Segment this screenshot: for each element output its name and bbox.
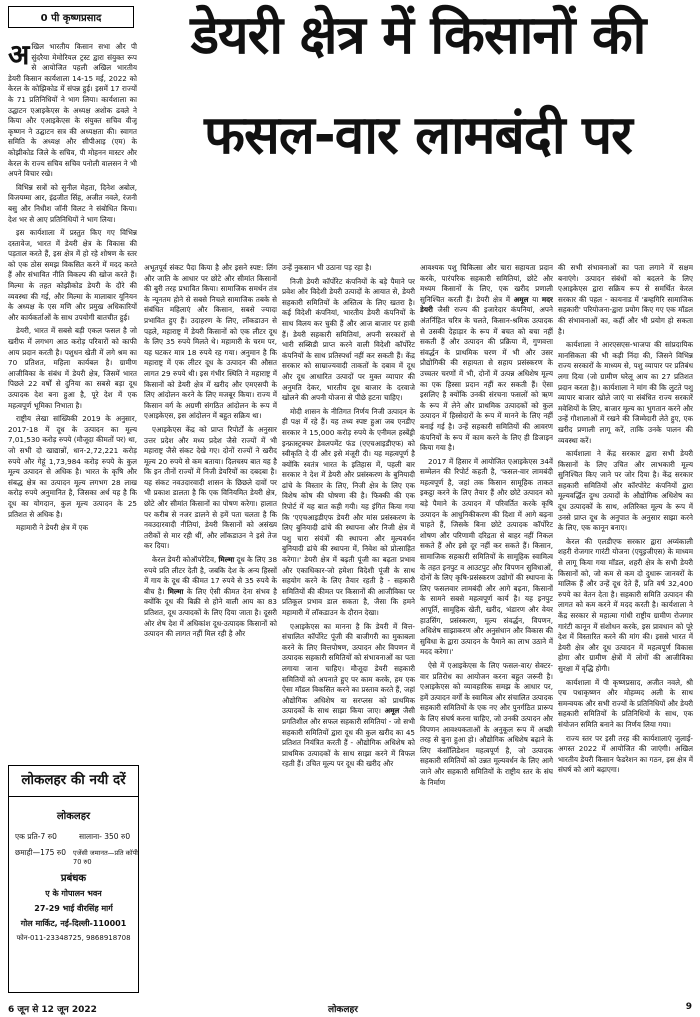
author-byline: 0 पी कृष्णप्रसाद <box>8 6 134 28</box>
paragraph-text: या <box>532 294 539 304</box>
article-column-1 <box>8 42 137 772</box>
paragraph: इस कार्यशाला में प्रस्तुत किए गए विभिन्न दस्तावेज, भारत में डेयरी क्षेत्र के विकास की पड़ताल करते हैं, इस क्षेत्र में हो रहे शोषण के स्तर को एक ठोस समझ विकसित करने में मदद करते हैं और संभावित नीति विकल्प की खोज करते हैं। मिल्मा के तहत कोझीकोड डेयरी के दौरे की व्यवस्था की गई, और मिल्मा के मालाबार यूनियन के अध्यक्ष के एस मणि और प्रमुख अधिकारियों और कार्यकर्ताओं के साथ उपयोगी बातचीत हुई। <box>8 228 137 322</box>
rates-title: लोकलहर की नयी दरें <box>21 772 126 788</box>
issue-date: 6 जून से 12 जून 2022 <box>8 1005 97 1015</box>
paragraph-text: के लिए ऐसी कीमत देना संभव है क्योंकि दूध की बिक्री से होने वाली आय का 83 प्रतिशत, दूध उत्पादकों के लिए दिया जाता है। दूसरी ओर शेष देश में अधिकांश दूध-उत्पादक किसानों को उत्पादन की लागत नहीं मिल रही है और <box>144 586 277 639</box>
agency-deposit: एजेंसी जमानत—प्रति कॉपी 70 रु0 <box>73 849 138 866</box>
paragraph: महामारी ने डेयरी क्षेत्र में एक <box>16 523 89 533</box>
headline-line-1: डेयरी क्षेत्र में किसानों की <box>190 5 646 66</box>
paragraph: की सभी संभावनाओं का पता लगाने में सक्षम बनाएंगे। उत्पादन संबंधों को बदलने के लिए एआइकेएस द्वारा सक्रिय रूप से समर्थित केरल सरकार की पहल - कायनाड में 'ब्रम्हगिरि सामाजिक सहकारी' परियोजना-द्वारा प्रयोग किए गए एक मॉडल की संभावनाओं का, कहीं और भी प्रयोग हो सकता है। <box>558 263 693 336</box>
paragraph-text: जैसी राज्य की इजारेदार कंपनियां, अपने अंतर्निहित चरित्र के चलते, किसान-श्रमिक उत्पादक से उसकी देहाड़ार के रूप में बचत को बचा नहीं सकती हैं और उत्पादन की प्रक्रिया में, गुणवत्ता संवर्द्धन के प्राथमिक चरण में भी और उसर प्रौद्योगिकी की सहायता से सहाय प्रसंस्करण के उच्चतर चरणों में भी, दोनों में उत्पन्न अधिशेष मूल्य का एक हिस्सा प्रदान नहीं कर सकती हैं। ऐसा इसलिए है क्योंकि उनकी संरचना फसलों को ऋण के रूप में लेने और प्राथमिक उत्पादकों को कुल उत्पादन में हिस्सेदारों के रूप में मानने के लिए नहीं बनाई गई है। उन्हें सहकारी समितियों की आवरण कंपनियों के रूप में काम करने के लिए ही डिजाइन किया गया है। <box>420 305 553 453</box>
half-yearly-rate: छमाही—175 रु0 <box>15 848 67 857</box>
amul-term: अमूल <box>384 706 400 716</box>
publication-name: लोकलहर <box>56 811 91 822</box>
article-column-4 <box>420 263 553 973</box>
paragraph: मोदी शासन के नीतिगत निर्णय निजी उत्पादन के ही पक्ष में रहे हैं। यह तथ्य स्पष्ट हुआ जब एनडीए सरकार ने 15,000 करोड़ रुपये के एनीमल हस्बेंड्री इन्फ्रास्ट्रक्चर डेवलपमेंट फंड (एएचआइडीएफ) को स्वीकृति दे दी और इसे मंजूरी दी। यह महत्वपूर्ण है क्योंकि स्वतंत्र भारत के इतिहास में, पहली बार सरकार ने देश में डेयरी और प्रसंस्करण के बुनियादी ढांचे के विस्तार के लिए, निजी क्षेत्र के लिए एक विशेष कोष की घोषणा की है। फिक्की की एक रिपोर्ट में यह बात कही गयी। यह इंगित किया गया कि 'एएचआइडीएफ डेयरी और मांस प्रसंस्करण के लिए बुनियादी ढांचे की स्थापना और निजी क्षेत्र में पशु चारा संयंत्रों की स्थापना और मूल्यवर्धन बुनियादी ढांचे की स्थापना में, निवेश को प्रोत्साहित करेगा।' डेयरी क्षेत्र में बढ़ती पूंजी का बढ़ता प्रभाव और एकाधिकार-जो हमेशा विदेशी पूंजी के साथ सहयोग करने के लिए तैयार रहती है - सहकारी समितियों की कीमत पर किसानों की आजीविका पर प्रतिकूल प्रभाव डाल सकता है, जैसा कि हमने महामारी में लॉकडाउन के दौरान देखा। <box>282 406 415 617</box>
milma-term: मिल्मा <box>167 586 184 596</box>
paragraph: कार्यशाला ने केंद्र सरकार द्वारा सभी डेयरी किसानों के लिए उचित और लाभकारी मूल्य सुनिश्चित किए जाने पर जोर दिया है। केंद्र सरकार सहकारी समितियों और कॉरपोरेट कंपनियों द्वारा मूल्यवर्द्धित दुग्ध उत्पादों के औद्योगिक अधिशेष का दूध उत्पादकों के साथ, अतिरिक्त मूल्य के रूप में उनसे प्राप्त दूध के अनुपात के अनुसार साझा करने के लिए, एक कानून बनाए। <box>558 449 693 533</box>
paragraph: राज्य स्तर पर इसी तरह की कार्यशालाएं जुलाई-अगस्त 2022 में आयोजित की जाएंगी। अखिल भारतीय डेयरी किसान फेडरेशन का गठन, इस क्षेत्र में संघर्ष को आगे बढ़ाएगा। <box>558 733 693 775</box>
address-line-2: 27-29 भाई वीरसिंह मार्ग <box>34 904 113 913</box>
paragraph: अभूतपूर्व संकट पैदा किया है और इसने स्पष्ट: लिंग और जाति के आधार पर छोटे और सीमांत किसानों की बुरी तरह प्रभावित किया। सामाजिक समर्थन तंत्र के न्यूनतम होने से सबसे निचले सामाजिक तबके से संबंधित महिलाएं और किसान, सबसे ज्यादा प्रभावित हुए हैं। उदाहरण के लिए, लॉकडाउन से पहले, महाराष्ट्र में डेयरी किसानों को एक लीटर दूध के लिए 35 रुपये मिलते थे। महामारी के चरम पर, यह घटकर मात्र 18 रुपये रह गया। अनुमान है कि महाराष्ट्र में एक लीटर दूध के उत्पादन की औसत लागत 29 रुपये थी। इस गंभीर स्थिति ने महाराष्ट्र में किसानों को डेयरी क्षेत्र में खरीद और एमएसपी के लिए आंदोलन करने के लिए मजबूर किया। राज्य में किसान वर्ग के अग्रणी संगठित आंदोलन के रूप में एआइकेएस, इस आंदोलन में बहुत सक्रिय था। <box>144 263 277 421</box>
paragraph: डेयरी, भारत में सबसे बड़ी एकल फसल है जो खरीफ में लगभग आठ करोड़ परिवारों को काफी आय प्रदान करती है। पशुधन खेती में लगे श्रम का 70 प्रतिशत, महिला कार्यबल है। ग्रामीण आजीविका के संबंध में डेयरी क्षेत्र, जिसमें भारत पिछले 22 वर्षों से दुनिया का सबसे बड़ा दूध उत्पादक देश बना हुआ है, पूरे देश में एक महत्वपूर्ण भूमिका निभाता है। <box>8 326 137 410</box>
paragraph <box>8 42 137 180</box>
drop-cap: अ <box>8 42 30 71</box>
paragraph-text: जैसी प्रगतिशील और सफल सहकारी समितियां - जो सभी सहकारी समितियों द्वारा दूध की कुल खरीद का 45 प्रतिशत नियंत्रित करती हैं - औद्योगिक अधिशेष को प्राथमिक उत्पादकों के साथ साझा करने में विफल रहती हैं। उचित मूल्य पर दूध की खरीद और <box>282 706 415 769</box>
headline <box>140 4 696 168</box>
paragraph: 2017 में हिसार में आयोजित एआइकेएस 34वें सम्मेलन की रिपोर्ट कहती है, 'फसल-वार लामबंदी महत्वपूर्ण है, जहां तक किसान सामूहिक ताकत इकट्ठा करने के लिए तैयार हैं और छोटे उत्पादन को बड़े पैमाने के उत्पादन में परिवर्तित करके कृषि उत्पादन के आधुनिकीकरण की दिशा में आगे बढ़ना चाहते हैं, जिसके बिना छोटे उत्पादक कॉर्पोरेट शोषण और परिणामी दरिद्रता से बाहर नहीं निकल सकते हैं और इसे दूर नहीं कर सकते हैं। किसान, सामाजिक सहकारी समितियों के सामूहिक स्वामित्व के तहत इनपुट व आउटपुट और विपणन सुविधाओं, दोनों के लिए कृषि-प्रसंस्करण उद्योगों की स्थापना के लिए फसलवार लामबंदी और आगे बढ़ना, किसानों के सामने सबसे महत्वपूर्ण कार्य है। यह इनपुट आपूर्ति, सामूहिक खेती, खरीद, भंडारण और वेयर हाउसिंग, प्रसंस्करण, मूल्य संवर्द्धन, विपणन, अधिशेष साझाकरण और अनुसंधान और विकास की सुविधा के द्वारा उत्पादन के पैमाने का लाभ उठाने में मदद करेगा।' <box>420 456 553 657</box>
paragraph <box>282 622 415 770</box>
paragraph: ऐसे में एआइकेएस के लिए फसल-वार/ सेक्टर-वार प्रतिरोध का आयोजन करना बहुत जरूरी है। एआइकेएस को व्यावहारिक समझ के आधार पर, हमें उत्पादन वर्गों के स्वामित्व और संचालित उत्पादक सहकारी समितियों के एक नए और पुनर्गठित प्रारूप के लिए संघर्ष करना चाहिए, जो उनकी उत्पादन और विपणन आवश्यकताओं के अनुकूल रूप में अच्छी तरह से बुना हुआ हो। औद्योगिक अधिशेष बढ़ाने के लिए कंसॉलिडेशन महत्वपूर्ण है, जो उत्पादक सहकारी समितियों को उन्नत मूल्यवर्धन के लिए आगे जाने और सहकारी समितियों के राष्ट्रीय स्तर के संघ के निर्माण <box>420 660 553 787</box>
footer-publication: लोकलहर <box>328 1005 358 1015</box>
address-line-3: गोल मार्किट, नई-दिल्ली-110001 <box>20 919 127 928</box>
paragraph: विभिन्न सत्रों को सुनील मेहता, दिनेश अबोल, विजयम्मा आर, इंद्रजीत सिंह, अजीत नवले, रंजनी बसु और निधीश जॉनी विलट ने संबोधित किया। देश भर से आए प्रतिनिधियों ने भाग लिया। <box>8 182 137 224</box>
paragraph: एआइकेएस केंद्र को प्राप्त रिपोर्टों के अनुसार उत्तर प्रदेश और मध्य प्रदेश जैसे राज्यों में भी महाराष्ट्र जैसे संकट देखे गए। दोनों राज्यों ने खरीद मूल्य 20 रुपये से कम बताया। दिलचस्प बात यह है कि इन तीनों राज्यों में निजी डेयरियों का दबदबा है। यह संकट नवउदारवादी शासन के छिछले दावों पर भी प्रकाश डालता है कि एक विनियमित डेयरी क्षेत्र, छोटे और सीमांत किसानों का पोषण करेगा। हालात पर करीब से नजर डालने से हमें पता चलता है कि नवउदारवादी नीतियां, डेयरी किसानों को असंख्य तरीकों से मार रही थीं, और लॉकडाउन ने इसे तेज कर दिया। <box>144 424 277 551</box>
headline-line-2: फसल-वार लामबंदी पर <box>204 105 632 166</box>
annual-rate: सालाना- 350 रु0 <box>79 832 131 841</box>
manager-label: प्रबंधक <box>60 873 87 884</box>
paragraph-text: एआइकेएस का मानना है कि डेयरी में वित्त-संचालित कॉर्पोरेट पूंजी की बाजीगरी का मुकाबला करने के लिए वित्तपोषण, उत्पादन और विपणन में उत्पादक सहकारी समितियों को संभावनाओं का पता लगाया जाना चाहिए। मौजूदा डेयरी सहकारी समितियों को अपनाते हुए पर काम करके, हम एक ऐसा मॉडल विकसित करने का प्रस्ताव करते हैं, जहां औद्योगिक अधिशेष या सरप्लस को प्राथमिक उत्पादकों के साथ साझा किया जाए। <box>282 621 415 716</box>
subscription-rates-box <box>8 765 139 993</box>
paragraph-text: केरल डेयरी कोऑपरेटिव, <box>152 555 217 565</box>
paragraph: कार्यशाला में पी कृष्णप्रसाद, अजीत नवले, श्री एच पधाकृष्णन और मोहम्मद अली के साथ समन्वयक और सभी राज्यों के प्रतिनिधियों और डेयरी सहकारी समितियों के प्रतिनिधियों के साथ, एक संयोजन समिति बनाने का निर्णय लिया गया। <box>558 677 693 729</box>
single-copy-rate: एक प्रति-7 रु0 <box>15 832 57 841</box>
divider <box>9 796 138 797</box>
paragraph-text: आवश्यक पशु चिकित्सा और चारा सहायता प्रदान करके, पारंपरिक सहकारी समितियां, छोटे और मध्यम किसानों के लिए, एक खरीद प्रणाली सुनिश्चित करती हैं। डेयरी क्षेत्र में <box>420 263 553 304</box>
paragraph: निजी डेयरी कॉर्पोरेट कंपनियों के बड़े पैमाने पर प्रवेश और विदेशी डेयरी उत्पादों के आयात से, डेयरी सहकारी समितियों के अस्तित्व के लिए खतरा है। कई विदेशी कंपनियां, भारतीय डेयरी कंपनियों के साथ विलय कर चुकी हैं और आज बाजार पर हावी हैं। डेयरी सहकारी समितियां, अपनी सरकारों से भारी सब्सिडी प्राप्त करने वाली विदेशी कॉर्पोरेट कंपनियों के साथ प्रतिस्पर्धा नहीं कर सकती हैं। केंद्र सरकार को साम्राज्यवादी ताकतों के दबाव में दूध और दूध आधारित उत्पादों पर मुक्त व्यापार की अनुमति देकर, भारतीय दूध बाजार के दरवाजे खोलने की अपनी योजना से पीछे हटना चाहिए। <box>282 276 415 403</box>
paragraph: राष्ट्रीय लेखा सांख्यिकी 2019 के अनुसार, 2017-18 में दूध के उत्पादन का मूल्य 7,01,530 करोड़ रुपये (मौजूदा कीमतों पर) था, जो सभी दो खाद्यान्नों, धान-2,72,221 करोड़ रुपये और गेहूं 1,73,984 करोड़ रुपये के कुल मूल्य उत्पादन से अधिक है। भारत के कृषि और संबद्ध क्षेत्र का उत्पादन मूल्य लगभग 28 लाख करोड़ रुपये अनुमानित है, जिसका अर्थ यह है कि दूध का योगदान, कुल मूल्य उत्पादन के 25 प्रतिशत से अधिक है। <box>8 414 137 519</box>
article-column-2 <box>144 263 277 973</box>
page-footer <box>0 998 700 1017</box>
paragraph: केरल की एलडीएफ सरकार द्वारा अय्यंकाली शहरी रोजगार गारंटी योजना (एयूइजीएस) के माध्यम से लागू किया गया मॉडल, शहरी क्षेत्र के सभी डेयरी किसानों को, जो कम से कम दो दुधारू जानवरों के मालिक हैं और उन्हें दूध देते हैं, प्रति वर्ष 32,400 रुपये का वेतन देता है। सहकारी समिति उत्पादन की लागत को कम करने में मदद करती है। कार्यशाला ने केंद्र सरकार से महात्मा गांधी राष्ट्रीय ग्रामीण रोजगार गारंटी कानून में संशोधन करके, इस प्रावधान को पूरे देश में विस्तारित करने की मांग की। इससे भारत में डेयरी क्षेत्र और दूध उत्पादन में महत्वपूर्ण विकास होगा और ग्रामीण क्षेत्रों में लोगों की आजीविका सुरक्षा में वृद्धि होगी। <box>558 536 693 673</box>
paragraph: उन्हें नुकसान भी उठाना पड़ रहा है। <box>282 263 372 272</box>
paragraph <box>420 263 553 454</box>
mother-dairy-term: मदर डेयरी <box>420 294 553 315</box>
milma-term: मिल्मा <box>218 555 235 565</box>
article-column-3 <box>282 263 415 973</box>
paragraph-text: खिल भारतीय किसान सभा और पी सुंदरैया मेमोरियल ट्रस्ट द्वारा संयुक्त रूप से आयोजित पहली अखिल भारतीय डेयरी किसान कार्यशाला 14-15 मई, 2022 को केरल के कोझिकोड में संपन्न हुई। इसमें 17 राज्यों के 71 प्रतिनिधियों ने भाग लिया। कार्यशाला का उद्घाटन एआइकेएस के अध्यक्ष अशोक ढवले ने किया और एआइकेएस के संयुक्त सचिव वीजू कृष्णन ने उद्घाटन सत्र की अध्यक्षता की। स्वागत समिति के अध्यक्ष और सीपीआइ (एम) के कोझीकोड जिले के सचिव, पी मोहनन मास्टर और केरल के राज्य सचिव सचिव पनोली वालसन ने भी अपने विचार रखे। <box>8 42 137 179</box>
phone-number: फोन-011-23348725, 9868918708 <box>16 934 131 942</box>
paragraph <box>144 555 277 640</box>
amul-term: अमूल <box>513 294 529 304</box>
article-column-5 <box>558 263 693 973</box>
address-line-1: ए के गोपालन भवन <box>45 889 102 898</box>
paragraph-text: दूध के लिए 38 रुपये प्रति लीटर देती है, जबकि देश के अन्य हिस्सों में गाय के दूध की कीमत 17 रुपये से 35 रुपये के बीच है। <box>144 555 277 596</box>
paragraph: कार्यशाला ने आरएसएस-भाजपा की सांप्रदायिक मानसिकता की भी कड़ी निंदा की, जिसने विभिन्न राज्य सरकारों के माध्यम से, पशु व्यापार पर प्रतिबंध लगा दिया (जो ग्रामीण घरेलू आय का 27 प्रतिशत प्रदान करता है)। कार्यशाला ने मांग की कि लुटते पशु व्यापार बाजार खोले जाएं या संबंधित राज्य सरकारें मवेशियों के लिए, बाजार मूल्य का भुगतान करने और उन्हें गौशालाओं में रखने की जिम्मेदारी लेते हुए, एक खरीद प्रणाली लागू करें, ताकि उनके पालन की व्यवस्था करें। <box>558 340 693 445</box>
page-number: 9 <box>685 1002 692 1012</box>
